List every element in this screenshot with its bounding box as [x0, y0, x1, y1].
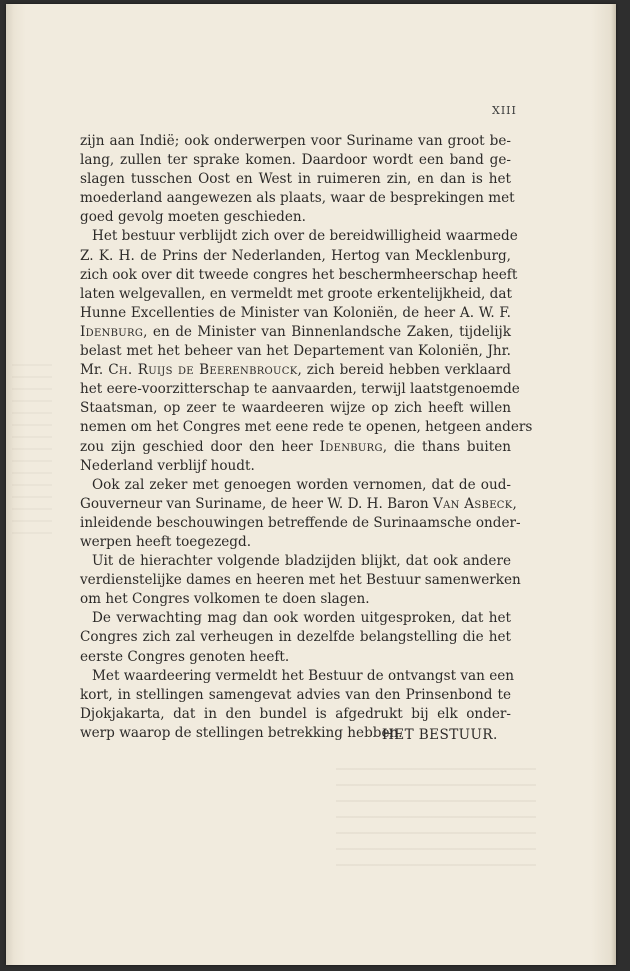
name-van-asbeck: Van Asbeck [432, 495, 513, 512]
text-line: zou zijn geschied door den heer Idenburg, die thans buiten [80, 438, 511, 455]
text-line: werp waarop de stellingen betrekking hebben. [80, 724, 403, 741]
text-line: lang, zullen ter sprake komen. Daardoor wordt een band ge- [80, 152, 511, 169]
name-idenburg: Idenburg [319, 438, 383, 455]
body-text [80, 132, 533, 743]
text-line: slagen tusschen Oost en West in ruimeren zin, en dan is het [80, 171, 511, 188]
show-through-texture [336, 754, 536, 874]
text-line: Het bestuur verblijdt zich over de bereidwilligheid waarmede [92, 228, 518, 245]
signature: HET BESTUUR. [382, 727, 498, 743]
text-line: Mr. Ch. Ruijs de Beerenbrouck, zich bereid hebben verklaard [80, 362, 511, 379]
text-line: Hunne Excellenties de Minister van Koloniën, de heer A. W. F. [80, 304, 511, 321]
text-line: het eere-voorzitterschap te aanvaarden, terwijl laatstgenoemde [80, 381, 520, 398]
text-line: laten welgevallen, en vermeldt met groote erkentelijkheid, dat [80, 285, 512, 302]
text-line: Gouverneur van Suriname, de heer W. D. H. Baron Van Asbeck, [80, 495, 517, 512]
text-line: werpen heeft toegezegd. [80, 533, 252, 550]
text-line: verdienstelijke dames en heeren met het Bestuur samenwerken [80, 572, 521, 589]
name-ruijs-de-beerenbrouck: Ch. Ruijs de Beerenbrouck [108, 362, 298, 379]
text-line: zijn aan Indië; ook onderwerpen voor Suriname van groot be- [80, 133, 511, 149]
text-line: eerste Congres genoten heeft. [80, 648, 290, 665]
name-idenburg: Idenburg [80, 323, 144, 340]
text-line: inleidende beschouwingen betreffende de Surinaamsche onder- [80, 514, 521, 531]
text-line: Ook zal zeker met genoegen worden vernomen, dat de oud- [92, 476, 511, 493]
text-line: Congres zich zal verheugen in dezelfde belangstelling die het [80, 629, 511, 646]
text-line: goed gevolg moeten geschieden. [80, 209, 306, 226]
text-line: moederland aangewezen als plaats, waar de besprekingen met [80, 190, 515, 207]
page-number: XIII [492, 104, 517, 117]
text-line: om het Congres volkomen te doen slagen. [80, 591, 370, 608]
book-page [6, 4, 616, 965]
text-line: Z. K. H. de Prins der Nederlanden, Hertog van Mecklenburg, [80, 247, 511, 264]
text-line: De verwachting mag dan ook worden uitgesproken, dat het [92, 610, 511, 627]
text-line: Staatsman, op zeer te waardeeren wijze op zich heeft willen [80, 400, 511, 417]
show-through-texture-left [12, 354, 52, 534]
text-line: Nederland verblijf houdt. [80, 457, 255, 474]
text-line: nemen om het Congres met eene rede te openen, hetgeen anders [80, 419, 533, 436]
text-line: zich ook over dit tweede congres het beschermheerschap heeft [80, 266, 518, 283]
text-line: Met waardeering vermeldt het Bestuur de ontvangst van een [92, 667, 515, 684]
text-line: Uit de hierachter volgende bladzijden blijkt, dat ook andere [92, 553, 511, 570]
text-line: Idenburg, en de Minister van Binnenlandsche Zaken, tijdelijk [80, 323, 511, 340]
text-line: kort, in stellingen samengevat advies van den Prinsenbond te [80, 686, 511, 703]
text-line: belast met het beheer van het Departement van Koloniën, Jhr. [80, 343, 511, 360]
text-line: Djokjakarta, dat in den bundel is afgedrukt bij elk onder- [80, 705, 511, 722]
